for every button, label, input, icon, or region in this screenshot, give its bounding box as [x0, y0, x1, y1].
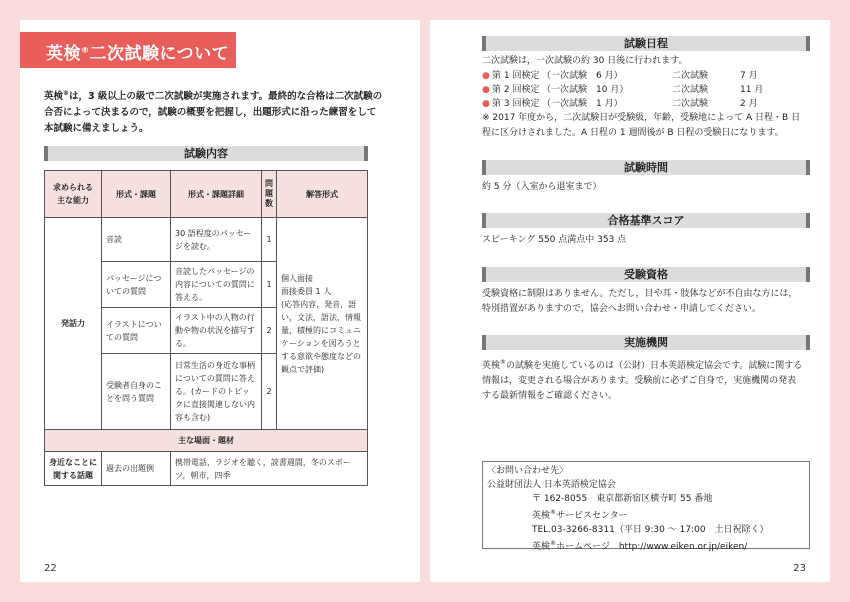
title-rest: 二次試験について	[89, 44, 230, 64]
page-number-left: 22	[44, 563, 57, 574]
section-header-score: 合格基準スコア	[482, 213, 810, 228]
contact-box: 〈お問い合わせ先〉 公益財団法人 日本英語検定協会 〒 162-8055 東京都新宿区横寺町 55 番地 英検®サービスセンター TEL.03-3266-8311（平日 9:30 ～ 17:00 土日祝除く） 英検®ホームページ http://www.eiken.or.jp/eiken/	[482, 461, 810, 549]
title-main: 英検	[46, 44, 81, 64]
th-ability: 求められる 主な能力	[45, 171, 102, 218]
section-header-content: 試験内容	[44, 146, 368, 161]
schedule-item: ● 第 1 回検定 （一次試験 6 月） 二次試験 7 月	[482, 71, 758, 81]
homepage-link[interactable]: ホームページ http://www.eiken.or.jp/eiken/	[556, 542, 748, 552]
title-reg-mark: ®	[81, 45, 90, 55]
section-header-schedule: 試験日程	[482, 36, 810, 51]
th-detail: 形式・課題詳細	[171, 171, 262, 218]
section-header-eligibility: 受験資格	[482, 267, 810, 282]
schedule-item: ● 第 2 回検定 （一次試験 10 月） 二次試験 11 月	[482, 85, 764, 95]
table-row: 発話力 音読 30 語程度のパッセージを読む。 1 個人面接 面接委員 1 人 (応答内容，発音，語い，文法，語法，情報量，積極的にコミュニケーションを図ろうとする意欲や態度などの観点で評価)	[45, 218, 368, 262]
left-page	[20, 20, 420, 582]
score-text: スピーキング 550 点満点中 353 点	[482, 235, 627, 245]
schedule-block: 二次試験は，一次試験の約 30 日後に行われます。 ● 第 1 回検定 （一次試験 6 月） 二次試験 7 月 ● 第 2 回検定 （一次試験 10 月） 二次試験 11 月 ● 第 3 回検定 （一次試験 1 月） 二次試験 2 月 ※ 2017 年度から，二次試験日が受験級，年齢，受験地によって A 日程・B 日 程に区分けされました。A 日程の 1 週間後が B 日程の受験日になります。	[482, 54, 812, 141]
section-header-organization: 実施機関	[482, 335, 810, 350]
organization-text: 英検®の試験を実施しているのは（公財）日本英語検定協会です。試験に関する 情報は，変更される場合があります。受験前に必ずご自身で，実施機関の発表 する最新情報をご確認ください。	[482, 359, 803, 401]
ability-cell: 発話力	[45, 218, 102, 430]
table-row: パッセージについての質問 音読したパッセージの内容についての質問に答える。 1	[45, 262, 368, 308]
scene-header: 主な場面・題材	[45, 430, 368, 452]
exam-content-table: 求められる 主な能力 形式・課題 形式・課題詳細 問題数 解答形式 発話力 音読 30 語程度のパッセージを読む。 1 個人面接 面接委員 1 人 (応答内容，発音，語い，文法，語法，情報量，積極的にコミュニケーションを図ろうとする意欲や態度などの観点で評価) パッセージについての質問 音読したパッセージの内容についての質問に答える。 1 イラストについての質問 イラスト中の人物の行動や物の状況を描写する。 2 受験者自身のことを問う質問 日常生活の身近な事柄についての質問に答える。(カードのトピックに直接関連しない内容も含む) 2 主な場面・題材 身近なことに関する話題 過去の出題例 携帯電話，ラジオを聴く，読書週間，冬のスポーツ，朝市，四季	[44, 170, 368, 486]
page-title	[20, 32, 236, 68]
intro-text: 英検®は，3 級以上の級で二次試験が実施されます。最終的な合格は二次試験の 合否によって決まるので，試験の概要を把握し，出題形式に沿った練習をして 本試験に備えましょう。	[44, 90, 383, 135]
answer-format-cell: 個人面接 面接委員 1 人 (応答内容，発音，語い，文法，語法，情報量，積極的にコミュニケーションを図ろうとする意欲や態度などの観点で評価)	[277, 218, 368, 430]
section-header-time: 試験時間	[482, 160, 810, 175]
table-row: イラストについての質問 イラスト中の人物の行動や物の状況を描写する。 2	[45, 308, 368, 354]
right-page	[430, 20, 830, 582]
table-row: 受験者自身のことを問う質問 日常生活の身近な事柄についての質問に答える。(カードのトピックに直接関連しない内容も含む) 2	[45, 354, 368, 430]
th-format: 解答形式	[277, 171, 368, 218]
eligibility-text: 受験資格に制限はありません。ただし，目や耳・肢体などが不自由な方には， 特別措置がありますので，協会へお問い合わせ・申請してください。	[482, 289, 798, 314]
th-task: 形式・課題	[102, 171, 171, 218]
time-text: 約 5 分（入室から退室まで）	[482, 182, 602, 192]
page-number-right: 23	[793, 563, 806, 574]
schedule-item: ● 第 3 回検定 （一次試験 1 月） 二次試験 2 月	[482, 99, 758, 109]
th-count: 問題数	[262, 171, 277, 218]
